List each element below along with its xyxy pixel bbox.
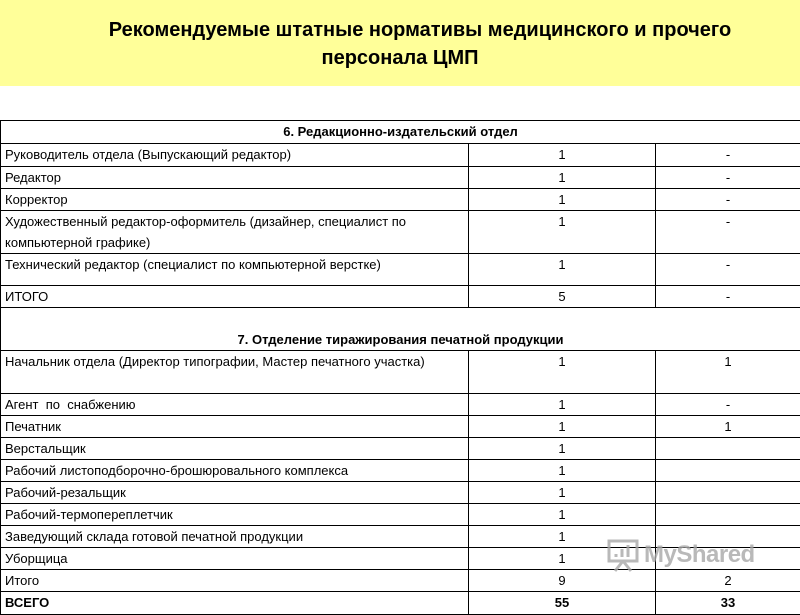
table-row: [1, 144, 800, 167]
count-a: 9: [469, 570, 656, 592]
count-b: [656, 460, 800, 482]
position-name: Руководитель отдела (Выпускающий редактор): [1, 144, 469, 167]
subtotal-row: [1, 286, 800, 308]
grand-total-a: 55: [469, 592, 656, 615]
table-row: [1, 460, 800, 482]
count-a: 1: [469, 526, 656, 548]
table-row: [1, 189, 800, 211]
count-b: [656, 438, 800, 460]
count-a: 1: [469, 211, 656, 254]
table-row: [1, 416, 800, 438]
position-name: Верстальщик: [1, 438, 469, 460]
position-name: Рабочий-термопереплетчик: [1, 504, 469, 526]
position-name: Рабочий листоподборочно-брошюровального комплекса: [1, 460, 469, 482]
grand-total-b: 33: [656, 592, 800, 615]
count-b: -: [656, 286, 800, 308]
count-a: 1: [469, 394, 656, 416]
grand-total-row: [1, 592, 800, 615]
count-a: 1: [469, 167, 656, 189]
position-name: Рабочий-резальщик: [1, 482, 469, 504]
table-row: [1, 167, 800, 189]
count-b: -: [656, 211, 800, 254]
table-row: [1, 504, 800, 526]
position-name: Технический редактор (специалист по компьютерной верстке): [1, 254, 469, 286]
count-a: 1: [469, 482, 656, 504]
count-b: -: [656, 144, 800, 167]
page-title-line-2: персонала ЦМП: [0, 46, 800, 70]
section-heading-row: [1, 121, 800, 144]
count-a: 1: [469, 144, 656, 167]
section-heading: 7. Отделение тиражирования печатной продукции: [1, 308, 800, 351]
count-a: 1: [469, 416, 656, 438]
table-row: [1, 438, 800, 460]
presentation-board-icon: [606, 538, 640, 572]
count-a: 1: [469, 438, 656, 460]
count-a: 1: [469, 504, 656, 526]
position-name: Редактор: [1, 167, 469, 189]
count-b: 1: [656, 351, 800, 394]
position-name: Агент по снабжению: [1, 394, 469, 416]
count-a: 5: [469, 286, 656, 308]
count-b: -: [656, 167, 800, 189]
table-row: [1, 351, 800, 394]
count-b: 1: [656, 416, 800, 438]
table-row: [1, 254, 800, 286]
position-name: Заведующий склада готовой печатной продукции: [1, 526, 469, 548]
watermark-text: MyShared: [644, 541, 755, 569]
grand-total-label: ВСЕГО: [1, 592, 469, 615]
position-name: Художественный редактор-оформитель (дизайнер, специалист по компьютерной графике): [1, 211, 469, 254]
count-a: 1: [469, 351, 656, 394]
page-title-line-1: Рекомендуемые штатные нормативы медицинского и прочего: [20, 18, 800, 42]
position-name: Корректор: [1, 189, 469, 211]
position-name: Печатник: [1, 416, 469, 438]
section-heading: 6. Редакционно-издательский отдел: [1, 121, 800, 144]
title-band: [0, 0, 800, 86]
count-a: 1: [469, 548, 656, 570]
table-row: [1, 482, 800, 504]
position-name: Уборщица: [1, 548, 469, 570]
count-a: 1: [469, 460, 656, 482]
count-a: 1: [469, 189, 656, 211]
count-b: -: [656, 394, 800, 416]
count-b: [656, 482, 800, 504]
position-name: Начальник отдела (Директор типографии, Мастер печатного участка): [1, 351, 469, 394]
table-row: [1, 394, 800, 416]
watermark: [606, 538, 755, 572]
subtotal-label: ИТОГО: [1, 286, 469, 308]
table-row: [1, 211, 800, 254]
count-b: [656, 504, 800, 526]
count-a: 1: [469, 254, 656, 286]
count-b: -: [656, 189, 800, 211]
subtotal-row: [1, 570, 800, 592]
subtotal-label: Итого: [1, 570, 469, 592]
section-heading-row: [1, 308, 800, 351]
count-b: 2: [656, 570, 800, 592]
count-b: -: [656, 254, 800, 286]
